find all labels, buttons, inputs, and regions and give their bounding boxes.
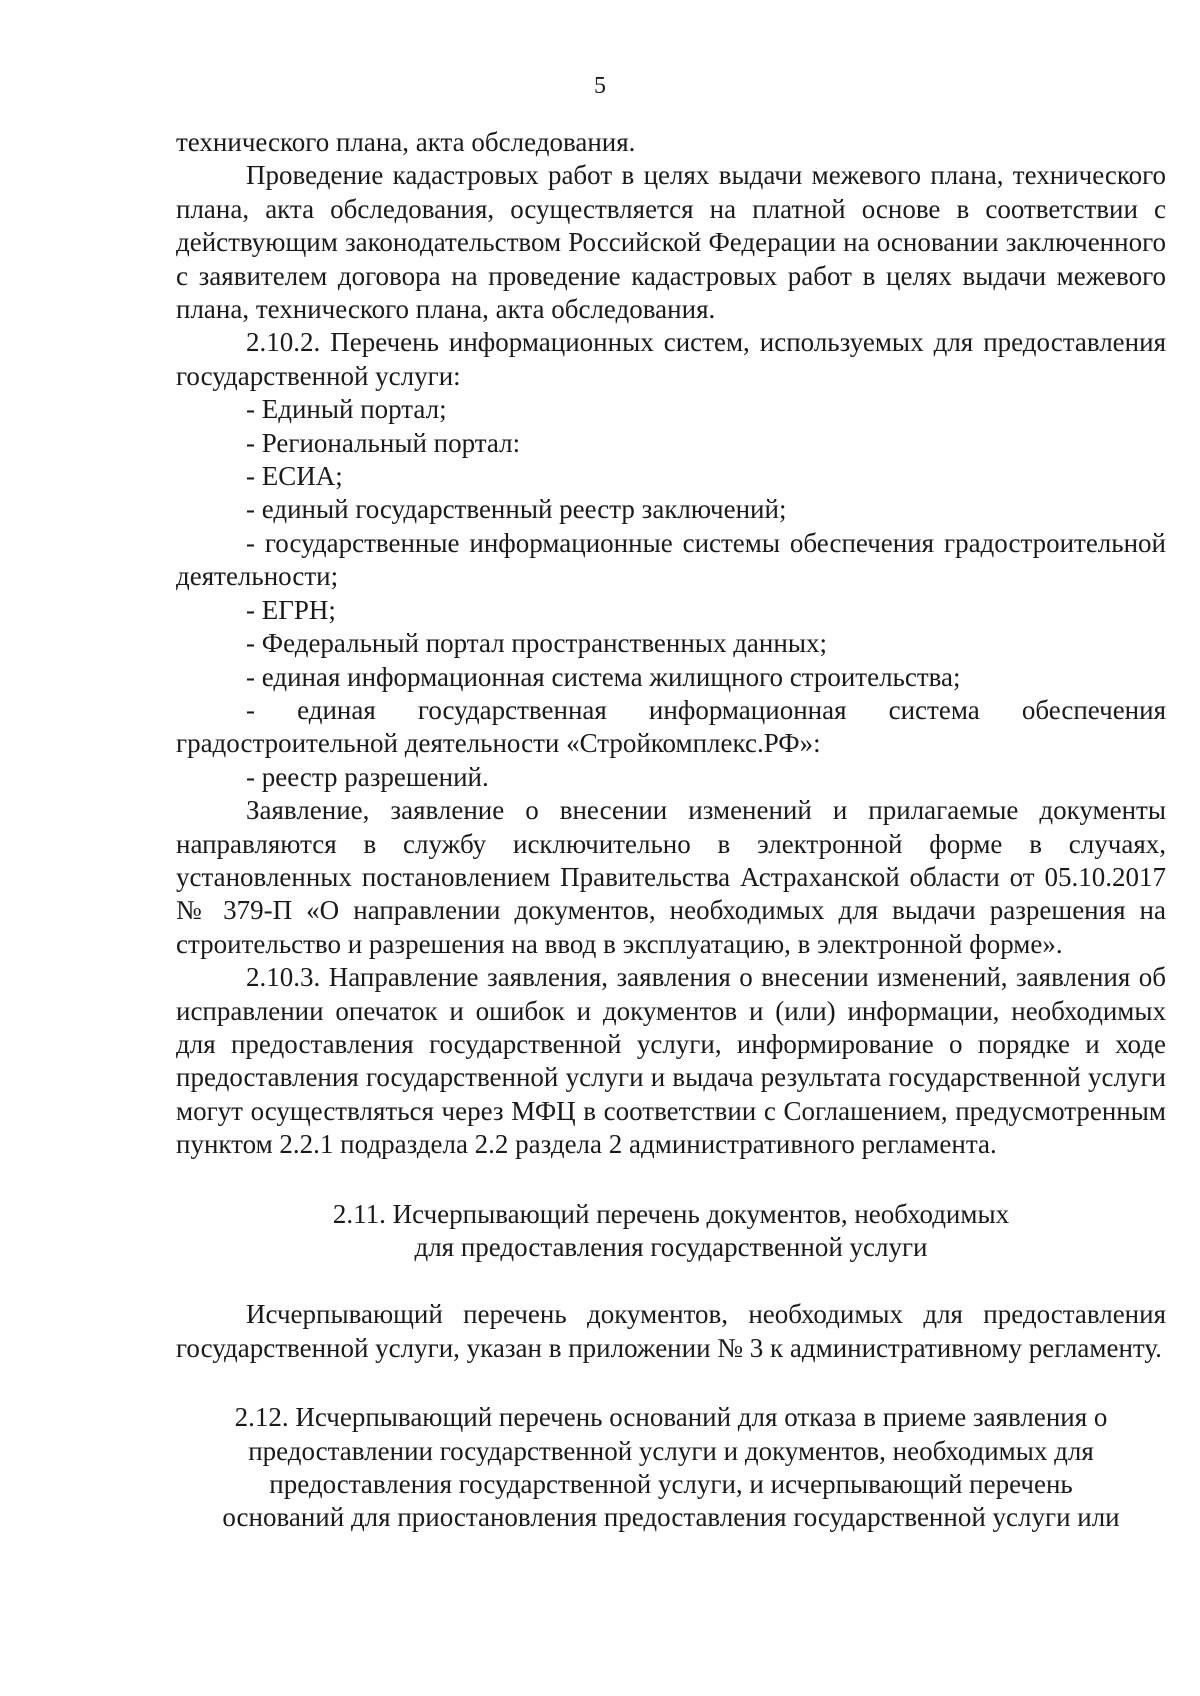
paragraph: Проведение кадастровых работ в целях выдачи межевого плана, технического плана, акта обследования, осуществляется на платной основе в соответствии с действующим законодательством Российской Федерации на основании заключенного с заявителем договора на проведение кадастровых работ в целях выдачи межевого плана, технического плана, акта обследования. xyxy=(176,160,1166,325)
paragraph: Заявление, заявление о внесении изменений и прилагаемые документы направляются в службу исключительно в электронной форме в случаях, установленных постановлением Правительства Астраханской области от 05.10.2017 № 379-П «О направлении документов, необходимых для выдачи разрешения на строительство и разрешения на ввод в эксплуатацию, в электронной форме». xyxy=(176,795,1166,959)
heading-line: для предоставления государственной услуги xyxy=(414,1232,928,1262)
heading-line: оснований для приостановления предоставления государственной услуги или xyxy=(222,1502,1120,1533)
list-item: - государственные информационные системы обеспечения градостроительной деятельности; xyxy=(176,527,1166,592)
list-item: - единая информационная система жилищного строительства; xyxy=(246,661,961,692)
list-item: - единая государственная информационная система обеспечения градостроительной деятельности «Стройкомплекс.РФ»: xyxy=(176,694,1166,759)
list-item: - ЕСИА; xyxy=(246,461,343,492)
document-body xyxy=(176,126,1166,1535)
list-item: - ЕГРН; xyxy=(246,594,336,625)
list-item: - Региональный портал: xyxy=(246,427,521,458)
section-heading-2-12 xyxy=(176,1401,1166,1535)
paragraph-2-10-3: 2.10.3. Направление заявления, заявления о внесении изменений, заявления об исправлении опечаток и ошибок и документов и (или) информации, необходимых для предоставления государственной услуги, информирование о порядке и ходе предоставления государственной услуги и выдача результата государственной услуги могут осуществляться через МФЦ в соответствии с Соглашением, предусмотренным пунктом 2.2.1 подраздела 2.2 раздела 2 административного регламента. xyxy=(176,962,1166,1160)
heading-line: предоставления государственной услуги, и исчерпывающий перечень xyxy=(269,1469,1073,1500)
list-item: - реестр разрешений. xyxy=(246,761,489,792)
page-number: 5 xyxy=(594,73,606,99)
heading-line: 2.11. Исчерпывающий перечень документов, необходимых xyxy=(332,1198,1010,1229)
paragraph: технического плана, акта обследования. xyxy=(176,127,636,157)
list-item: - Федеральный портал пространственных данных; xyxy=(246,628,827,659)
paragraph-2-10-2: 2.10.2. Перечень информационных систем, используемых для предоставления государственной услуги: xyxy=(176,327,1166,391)
section-heading-2-11 xyxy=(176,1198,1166,1265)
paragraph: Исчерпывающий перечень документов, необходимых для предоставления государственной услуги, указан в приложении № 3 к административному регламенту. xyxy=(176,1299,1166,1363)
heading-line: предоставлении государственной услуги и документов, необходимых для xyxy=(248,1435,1094,1466)
list-item: - Единый портал; xyxy=(246,394,447,425)
list-item: - единый государственный реестр заключений; xyxy=(246,494,787,525)
heading-line: 2.12. Исчерпывающий перечень оснований для отказа в приеме заявления о xyxy=(234,1402,1108,1433)
